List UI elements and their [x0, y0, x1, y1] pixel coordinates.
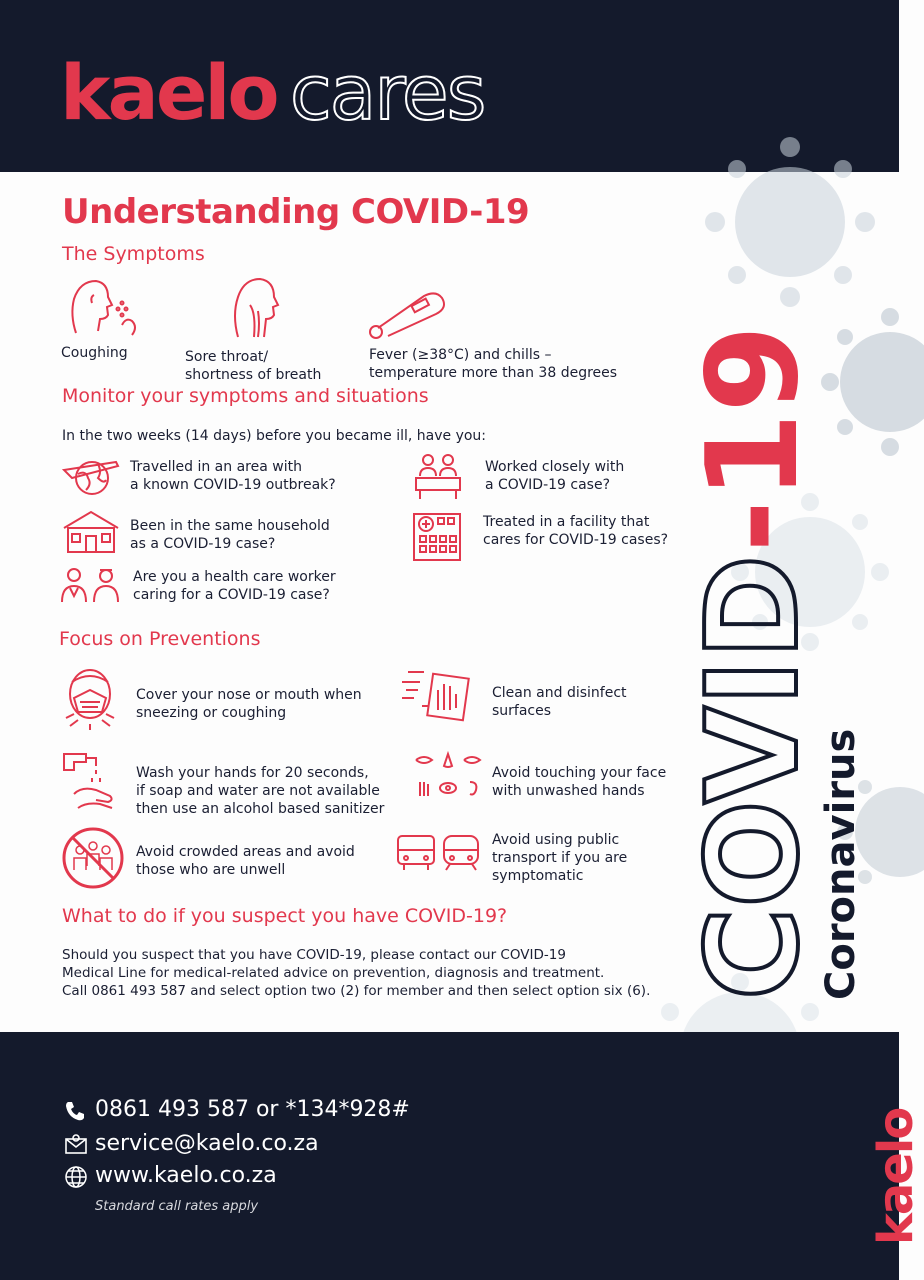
prevention-wash-3: then use an alcohol based sanitizer	[136, 801, 385, 817]
prevention-heading: Focus on Preventions	[59, 628, 261, 650]
covid-word: COVID	[679, 552, 826, 1000]
monitor-facility-1: Treated in a facility that	[483, 514, 650, 530]
cough-icon	[66, 275, 140, 337]
monitor-household-2: as a COVID-19 case?	[130, 536, 276, 552]
covid-vertical-title	[679, 324, 826, 1000]
brand-logo-cares: cares	[290, 48, 485, 137]
prevention-crowd-2: those who are unwell	[136, 862, 286, 878]
footer-band	[0, 1032, 899, 1280]
monitor-worker-2: caring for a COVID-19 case?	[133, 587, 330, 603]
prevention-cover-2: sneezing or coughing	[136, 705, 287, 721]
monitor-intro: In the two weeks (14 days) before you became ill, have you:	[62, 428, 487, 444]
hospital-icon	[412, 512, 462, 562]
prevention-cover-1: Cover your nose or mouth when	[136, 687, 362, 703]
face-touch-icon	[412, 752, 484, 800]
suspect-text-3: Call 0861 493 587 and select option two (2) for member and then select option six (6).	[62, 983, 651, 999]
prevention-clean-1: Clean and disinfect	[492, 685, 627, 701]
cleaning-icon	[400, 666, 476, 724]
symptom-label-coughing: Coughing	[61, 345, 128, 361]
house-icon	[62, 510, 120, 554]
page-title: Understanding COVID-19	[62, 192, 530, 232]
monitor-worked-1: Worked closely with	[485, 459, 625, 475]
suspect-text-1: Should you suspect that you have COVID-19, please contact our COVID-19	[62, 947, 566, 963]
suspect-text-2: Medical Line for medical-related advice on prevention, diagnosis and treatment.	[62, 965, 605, 981]
coronavirus-vertical-label: Coronavirus	[818, 728, 864, 1000]
travel-globe-icon	[62, 456, 120, 496]
monitor-household-1: Been in the same household	[130, 518, 330, 534]
prevention-wash-1: Wash your hands for 20 seconds,	[136, 765, 369, 781]
no-crowd-icon	[60, 826, 126, 890]
footer-call-rates-note: Standard call rates apply	[95, 1199, 259, 1214]
brand-logo-kaelo: kaelo	[60, 48, 277, 137]
coworkers-icon	[414, 452, 462, 500]
phone-icon	[64, 1100, 86, 1122]
symptoms-heading: The Symptoms	[62, 243, 205, 265]
symptom-label-fever-2: temperature more than 38 degrees	[369, 365, 618, 381]
footer-kaelo-logo: kaelo	[868, 1108, 924, 1245]
suspect-heading: What to do if you suspect you have COVID-19?	[62, 905, 508, 927]
health-worker-icon	[60, 566, 124, 604]
monitor-heading: Monitor your symptoms and situations	[62, 385, 429, 407]
footer-website[interactable]: www.kaelo.co.za	[95, 1163, 277, 1188]
prevention-wash-2: if soap and water are not available	[136, 783, 380, 799]
monitor-travel-1: Travelled in an area with	[130, 459, 302, 475]
sore-throat-icon	[230, 275, 286, 339]
mask-icon	[60, 668, 120, 732]
prevention-transport-1: Avoid using public	[492, 832, 620, 848]
monitor-worked-2: a COVID-19 case?	[485, 477, 610, 493]
handwash-icon	[62, 750, 122, 814]
prevention-transport-3: symptomatic	[492, 868, 584, 884]
covid-19-number: -19	[679, 324, 826, 553]
prevention-face-1: Avoid touching your face	[492, 765, 667, 781]
prevention-clean-2: surfaces	[492, 703, 552, 719]
monitor-travel-2: a known COVID-19 outbreak?	[130, 477, 336, 493]
footer-phone[interactable]: 0861 493 587 or *134*928#	[95, 1097, 410, 1122]
prevention-transport-2: transport if you are	[492, 850, 628, 866]
bus-train-icon	[396, 834, 482, 872]
globe-icon	[64, 1165, 88, 1189]
prevention-face-2: with unwashed hands	[492, 783, 645, 799]
symptom-label-throat-1: Sore throat/	[185, 349, 269, 365]
monitor-facility-2: cares for COVID-19 cases?	[483, 532, 669, 548]
thermometer-icon	[366, 288, 452, 340]
footer-email[interactable]: service@kaelo.co.za	[95, 1131, 319, 1156]
prevention-crowd-1: Avoid crowded areas and avoid	[136, 844, 355, 860]
symptom-label-throat-2: shortness of breath	[185, 367, 322, 383]
monitor-worker-1: Are you a health care worker	[133, 569, 336, 585]
email-icon	[64, 1133, 88, 1155]
symptom-label-fever-1: Fever (≥38°C) and chills –	[369, 347, 552, 363]
